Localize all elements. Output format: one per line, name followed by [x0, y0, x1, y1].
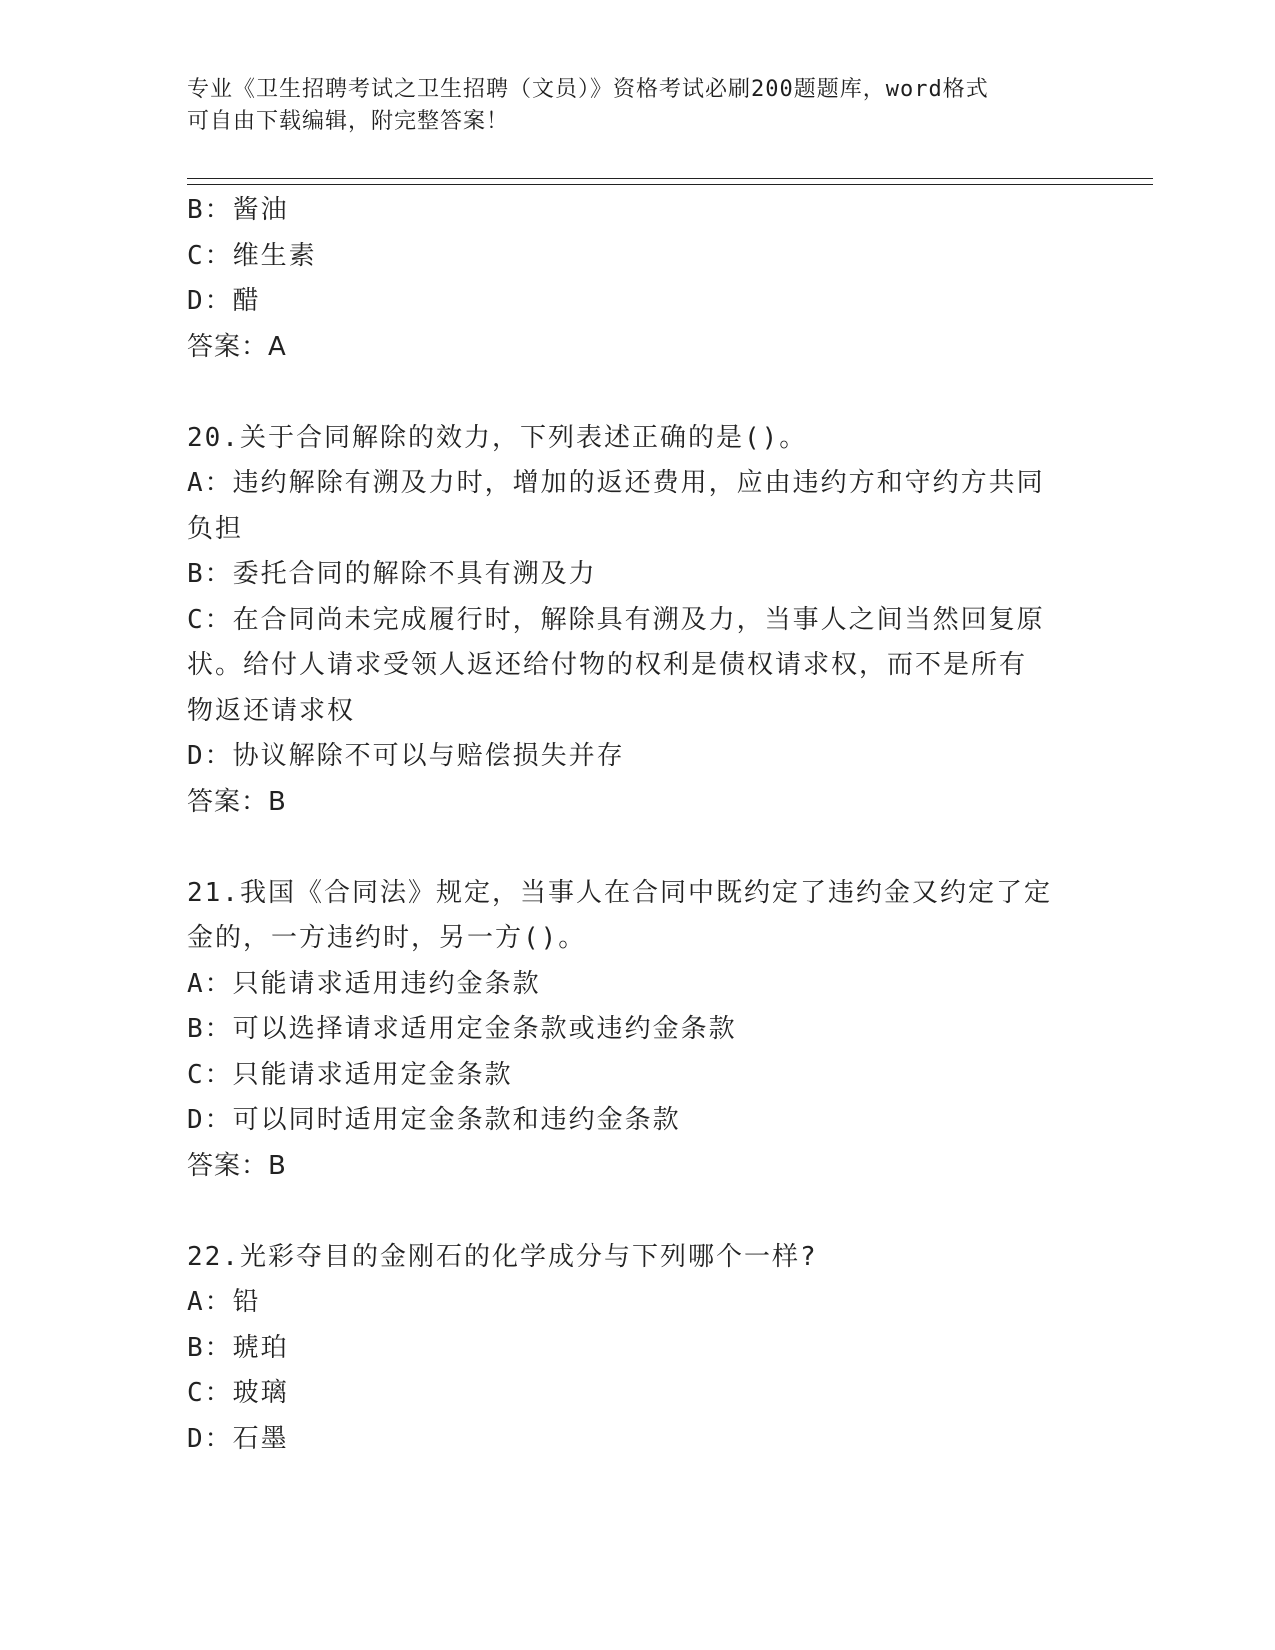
header-line-2: 可自由下载编辑，附完整答案！: [187, 109, 510, 134]
question-spacer: [187, 825, 1087, 871]
option-c-line-3: 物返还请求权: [187, 695, 356, 726]
question-stem: 22.光彩夺目的金刚石的化学成分与下列哪个一样?: [187, 1241, 818, 1272]
option-a: A：只能请求适用违约金条款: [187, 968, 541, 999]
answer: 答案：B: [187, 1150, 287, 1181]
option-b: B：可以选择请求适用定金条款或违约金条款: [187, 1014, 737, 1044]
option-b: B：琥珀: [187, 1332, 289, 1363]
document-header: [187, 74, 1067, 138]
option-d: D：可以同时适用定金条款和违约金条款: [187, 1105, 681, 1135]
question-prev: [187, 188, 1087, 370]
option-d: D：醋: [187, 286, 261, 316]
answer: 答案：B: [187, 786, 287, 817]
option-b: B：委托合同的解除不具有溯及力: [187, 559, 597, 589]
question-stem: 20.关于合同解除的效力，下列表述正确的是()。: [187, 422, 808, 453]
option-c: C：玻璃: [187, 1378, 289, 1408]
question-stem-line-2: 金的，一方违约时，另一方()。: [187, 923, 587, 953]
option-c: C：只能请求适用定金条款: [187, 1059, 513, 1090]
option-a-line-1: A：违约解除有溯及力时，增加的返还费用，应由违约方和守约方共同: [187, 468, 1045, 498]
header-divider: [187, 178, 1153, 185]
answer: 答案：A: [187, 331, 287, 362]
option-c-line-2: 状。给付人请求受领人返还给付物的权利是债权请求权，而不是所有: [187, 650, 1028, 680]
question-spacer: [187, 370, 1087, 416]
question-20: [187, 416, 1087, 826]
option-c: C：维生素: [187, 240, 317, 271]
option-d: D：石墨: [187, 1423, 289, 1454]
option-a: A：铅: [187, 1287, 261, 1317]
question-stem-line-1: 21.我国《合同法》规定，当事人在合同中既约定了违约金又约定了定: [187, 877, 1052, 908]
question-21: [187, 871, 1087, 1190]
option-a-line-2: 负担: [187, 513, 244, 544]
option-c-line-1: C：在合同尚未完成履行时，解除具有溯及力，当事人之间当然回复原: [187, 604, 1045, 635]
question-list: [187, 188, 1087, 1462]
question-spacer: [187, 1189, 1087, 1235]
option-b: B：酱油: [187, 195, 289, 225]
question-22: [187, 1235, 1087, 1463]
header-line-1: 专业《卫生招聘考试之卫生招聘（文员）》资格考试必刷200题题库，word格式: [187, 77, 989, 102]
option-d: D：协议解除不可以与赔偿损失并存: [187, 741, 625, 771]
